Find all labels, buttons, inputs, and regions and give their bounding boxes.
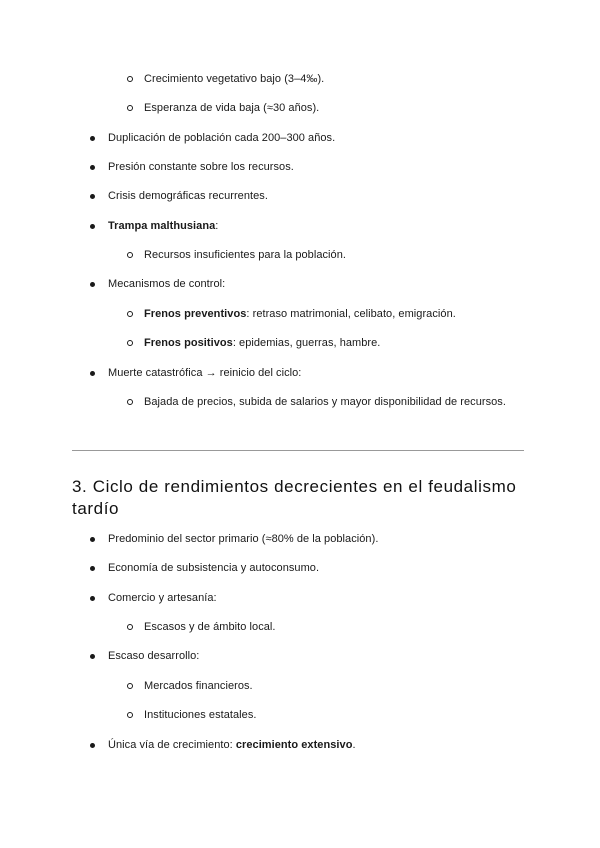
list-item-demographic-crises <box>108 189 268 203</box>
list-item-text: Duplicación de población cada 200–300 años. <box>108 132 336 144</box>
list-item-text: Comercio y artesanía: <box>108 592 217 604</box>
disc-bullet-icon <box>90 596 95 601</box>
circle-bullet-icon <box>127 311 133 317</box>
circle-bullet-icon <box>127 252 133 258</box>
circle-bullet-icon <box>127 399 133 405</box>
disc-bullet-icon <box>90 566 95 571</box>
list-item-local-scope <box>144 620 276 634</box>
disc-bullet-icon <box>90 654 95 659</box>
list-item-text-end: . <box>352 739 356 751</box>
list-item-extensive-growth <box>108 738 356 752</box>
section-3-heading: 3. Ciclo de rendimientos decrecientes en el feudalismo tardío <box>72 477 517 518</box>
circle-bullet-icon <box>127 712 133 718</box>
circle-bullet-icon <box>127 76 133 82</box>
list-item-text: Única vía de crecimiento: <box>108 739 236 751</box>
list-item-price-drop <box>144 395 506 409</box>
list-item-text: Predominio del sector primario (≈80% de la población). <box>108 533 379 545</box>
list-item-text: Economía de subsistencia y autoconsumo. <box>108 562 320 574</box>
list-item-bold-term: crecimiento extensivo <box>235 739 353 751</box>
list-item-text: Presión constante sobre los recursos. <box>108 161 294 173</box>
list-item-bold-term: Frenos positivos <box>144 337 233 349</box>
list-item-preventive-checks <box>144 307 456 321</box>
list-item-population-doubling <box>108 131 335 145</box>
list-item-catastrophic-death <box>108 366 301 380</box>
section-divider <box>72 450 524 451</box>
circle-bullet-icon <box>127 683 133 689</box>
list-item-text: : retraso matrimonial, celibato, emigración. <box>246 308 456 320</box>
list-item-text: Esperanza de vida baja (≈30 años). <box>144 102 320 114</box>
disc-bullet-icon <box>90 165 95 170</box>
list-item-text: : epidemias, guerras, hambre. <box>232 337 381 349</box>
disc-bullet-icon <box>90 743 95 748</box>
list-item-text: Muerte catastrófica → reinicio del ciclo: <box>108 367 302 379</box>
list-item-malthusian-trap <box>108 219 218 233</box>
disc-bullet-icon <box>90 282 95 287</box>
list-item-financial-markets <box>144 679 253 693</box>
list-item-text: Recursos insuficientes para la población. <box>144 249 346 261</box>
list-item-vegetative-growth <box>144 72 324 86</box>
list-item-control-mechanisms <box>108 277 225 291</box>
circle-bullet-icon <box>127 624 133 630</box>
list-item-text: Crisis demográficas recurrentes. <box>108 190 268 202</box>
list-item-text: Bajada de precios, subida de salarios y mayor disponibilidad de recursos. <box>144 396 506 408</box>
disc-bullet-icon <box>90 224 95 229</box>
list-item-resource-pressure <box>108 160 294 174</box>
list-item-text: Instituciones estatales. <box>144 709 257 721</box>
list-item-insufficient-resources <box>144 248 346 262</box>
list-item-state-institutions <box>144 708 256 722</box>
list-item-text: Mecanismos de control: <box>108 278 226 290</box>
list-item-trade-crafts <box>108 591 217 605</box>
list-item-scarce-development <box>108 649 199 663</box>
circle-bullet-icon <box>127 340 133 346</box>
list-item-text: Escaso desarrollo: <box>108 650 200 662</box>
disc-bullet-icon <box>90 371 95 376</box>
disc-bullet-icon <box>90 194 95 199</box>
circle-bullet-icon <box>127 105 133 111</box>
list-item-text: Mercados financieros. <box>144 680 253 692</box>
list-item-life-expectancy <box>144 101 319 115</box>
list-item-bold-term: Trampa malthusiana <box>108 220 216 232</box>
list-item-positive-checks <box>144 336 380 350</box>
list-item-text: Escasos y de ámbito local. <box>144 621 276 633</box>
list-item-text: Crecimiento vegetativo bajo (3–4‰). <box>144 73 325 85</box>
list-item-subsistence-economy <box>108 561 319 575</box>
list-item-bold-term: Frenos preventivos <box>144 308 247 320</box>
list-item-primary-sector <box>108 532 378 546</box>
disc-bullet-icon <box>90 537 95 542</box>
disc-bullet-icon <box>90 136 95 141</box>
list-item-text: : <box>215 220 219 232</box>
